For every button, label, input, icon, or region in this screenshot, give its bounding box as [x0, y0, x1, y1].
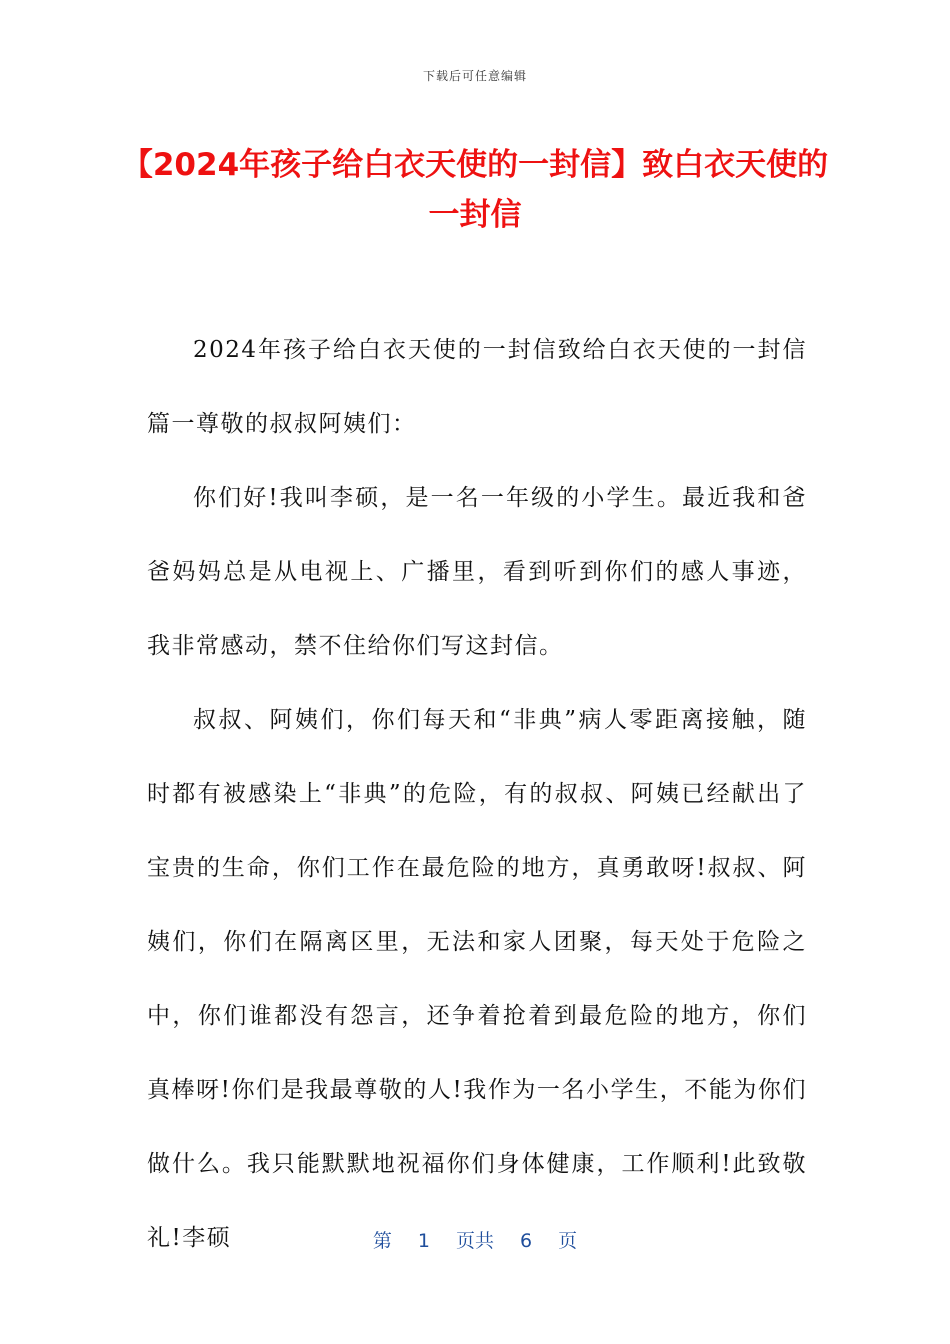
page-label-prefix: 第	[372, 1230, 392, 1252]
page-label-middle: 页共	[455, 1230, 494, 1252]
paragraph-greeting: 2024年孩子给白衣天使的一封信致给白衣天使的一封信篇一尊敬的叔叔阿姨们：	[147, 337, 807, 437]
document-title: 【2024年孩子给白衣天使的一封信】致白衣天使的一封信	[121, 147, 829, 233]
page-label-suffix: 页	[558, 1230, 578, 1252]
current-page-number: 1	[417, 1230, 430, 1252]
total-pages-number: 6	[520, 1230, 533, 1252]
header-note: 下载后可任意编辑	[422, 69, 527, 83]
document-body	[147, 313, 807, 1275]
page-footer	[0, 1226, 950, 1253]
paragraph-main: 叔叔、阿姨们，你们每天和“非典”病人零距离接触，随时都有被感染上“非典”的危险，有的叔叔、阿姨已经献出了宝贵的生命，你们工作在最危险的地方，真勇敢呀!叔叔、阿姨们，你们在隔离区里，无法和家人团聚，每天处于危险之中，你们谁都没有怨言，还争着抢着到最危险的地方，你们真棒呀!你们是我最尊敬的人!我作为一名小学生，不能为你们做什么。我只能默默地祝福你们身体健康，工作顺利!此致敬礼!李硕	[147, 707, 807, 1251]
paragraph-introduction: 你们好!我叫李硕，是一名一年级的小学生。最近我和爸爸妈妈总是从电视上、广播里，看到听到你们的感人事迹，我非常感动，禁不住给你们写这封信。	[147, 485, 807, 659]
